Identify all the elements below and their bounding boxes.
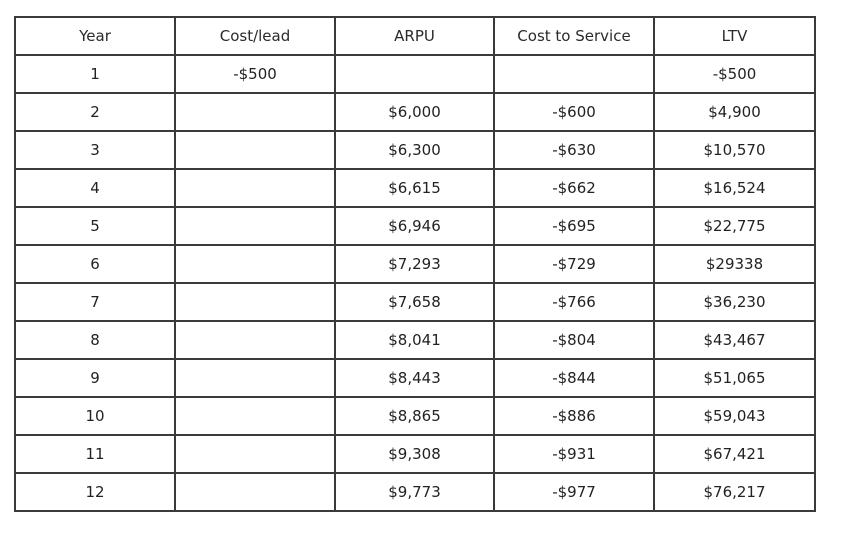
cost-to-service-cell: -$630	[494, 131, 654, 169]
cost-to-service-cell: -$804	[494, 321, 654, 359]
table-row	[15, 283, 815, 321]
year-cell: 11	[15, 435, 175, 473]
cost-lead-cell	[175, 207, 335, 245]
ltv-cell: $43,467	[654, 321, 815, 359]
table-row	[15, 93, 815, 131]
arpu-cell: $9,773	[335, 473, 494, 511]
year-cell: 4	[15, 169, 175, 207]
year-cell: 3	[15, 131, 175, 169]
column-header-arpu: ARPU	[335, 17, 494, 55]
table-row	[15, 473, 815, 511]
cost-lead-cell	[175, 473, 335, 511]
cost-to-service-cell: -$931	[494, 435, 654, 473]
cost-to-service-cell: -$600	[494, 93, 654, 131]
cost-to-service-cell: -$844	[494, 359, 654, 397]
column-header-ltv: LTV	[654, 17, 815, 55]
arpu-cell: $8,443	[335, 359, 494, 397]
cost-to-service-cell: -$886	[494, 397, 654, 435]
cost-lead-cell	[175, 321, 335, 359]
column-header-cost-to-service: Cost to Service	[494, 17, 654, 55]
ltv-cell: $59,043	[654, 397, 815, 435]
header-row	[15, 17, 815, 55]
ltv-cell: -$500	[654, 55, 815, 93]
ltv-table	[14, 16, 816, 512]
cost-to-service-cell	[494, 55, 654, 93]
column-header-cost-lead: Cost/lead	[175, 17, 335, 55]
year-cell: 12	[15, 473, 175, 511]
table-row	[15, 321, 815, 359]
table-row	[15, 207, 815, 245]
arpu-cell: $8,865	[335, 397, 494, 435]
cost-lead-cell	[175, 435, 335, 473]
ltv-table-container	[14, 16, 814, 510]
cost-to-service-cell: -$695	[494, 207, 654, 245]
year-cell: 9	[15, 359, 175, 397]
ltv-cell: $67,421	[654, 435, 815, 473]
ltv-cell: $10,570	[654, 131, 815, 169]
cost-lead-cell	[175, 397, 335, 435]
ltv-cell: $51,065	[654, 359, 815, 397]
cost-lead-cell	[175, 169, 335, 207]
cost-lead-cell	[175, 93, 335, 131]
cost-lead-cell	[175, 245, 335, 283]
year-cell: 10	[15, 397, 175, 435]
arpu-cell: $7,658	[335, 283, 494, 321]
year-cell: 6	[15, 245, 175, 283]
cost-to-service-cell: -$766	[494, 283, 654, 321]
table-row	[15, 169, 815, 207]
ltv-cell: $16,524	[654, 169, 815, 207]
year-cell: 7	[15, 283, 175, 321]
arpu-cell	[335, 55, 494, 93]
ltv-cell: $29338	[654, 245, 815, 283]
ltv-cell: $76,217	[654, 473, 815, 511]
column-header-year: Year	[15, 17, 175, 55]
cost-lead-cell	[175, 131, 335, 169]
arpu-cell: $9,308	[335, 435, 494, 473]
table-body	[15, 55, 815, 511]
cost-lead-cell: -$500	[175, 55, 335, 93]
cost-to-service-cell: -$662	[494, 169, 654, 207]
ltv-cell: $4,900	[654, 93, 815, 131]
year-cell: 5	[15, 207, 175, 245]
year-cell: 8	[15, 321, 175, 359]
arpu-cell: $7,293	[335, 245, 494, 283]
table-row	[15, 397, 815, 435]
cost-lead-cell	[175, 283, 335, 321]
arpu-cell: $6,615	[335, 169, 494, 207]
arpu-cell: $6,000	[335, 93, 494, 131]
cost-lead-cell	[175, 359, 335, 397]
cost-to-service-cell: -$977	[494, 473, 654, 511]
table-row	[15, 131, 815, 169]
table-row	[15, 245, 815, 283]
table-row	[15, 435, 815, 473]
year-cell: 1	[15, 55, 175, 93]
ltv-cell: $22,775	[654, 207, 815, 245]
year-cell: 2	[15, 93, 175, 131]
table-row	[15, 359, 815, 397]
arpu-cell: $6,946	[335, 207, 494, 245]
table-row	[15, 55, 815, 93]
cost-to-service-cell: -$729	[494, 245, 654, 283]
arpu-cell: $8,041	[335, 321, 494, 359]
arpu-cell: $6,300	[335, 131, 494, 169]
ltv-cell: $36,230	[654, 283, 815, 321]
